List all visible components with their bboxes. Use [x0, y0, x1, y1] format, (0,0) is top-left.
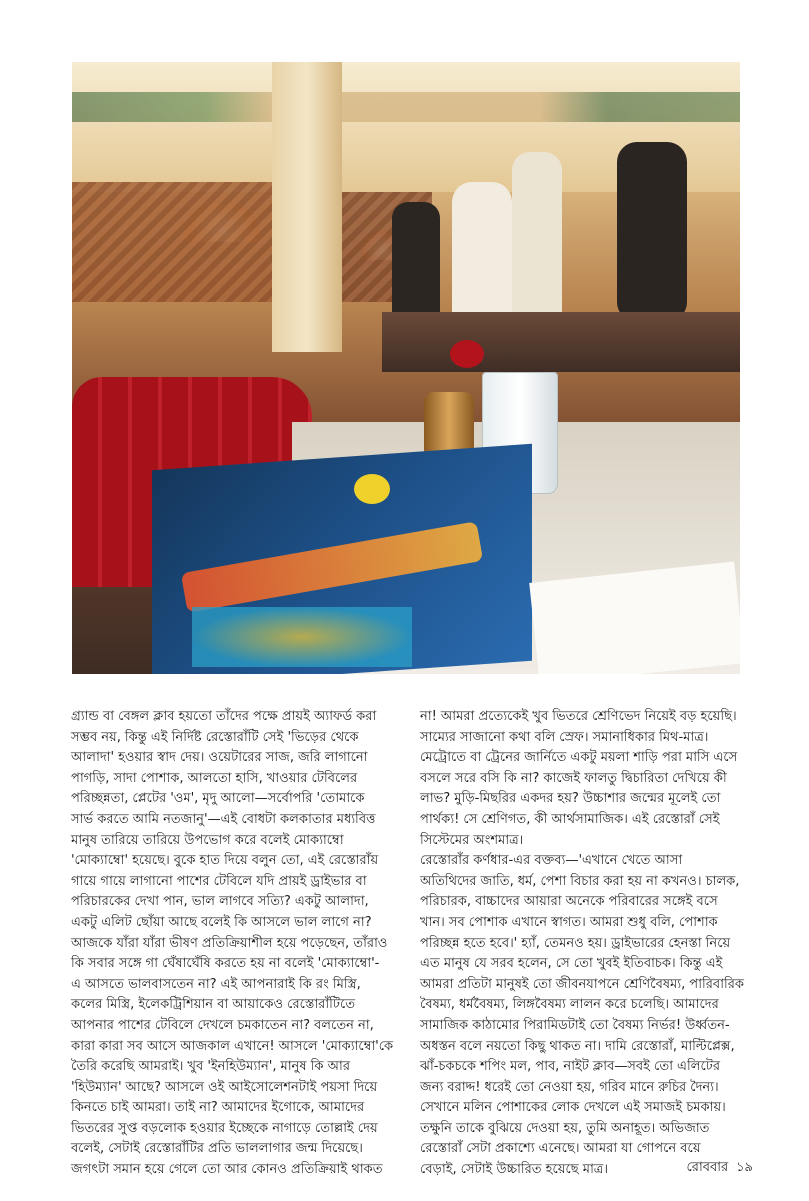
text-line: পরিচ্ছন্ন হতে হবে।' হ্যাঁ, তেমনও হয়। ড্রাইভারের হেনস্তা নিয়ে [420, 935, 731, 951]
text-line: বেড়াই, সেটাই উচ্চারিত হয়েছে মাত্র। [420, 1162, 609, 1178]
text-line: তৈরি করেছি আমরাই। খুব 'ইনহিউম্যান', মানুষ কি আর [71, 1059, 351, 1075]
text-line: গ্র্যান্ড বা বেঙ্গল ক্লাব হয়তো তাঁদের পক্ষে প্রায়ই অ্যাফর্ড করা [71, 709, 377, 724]
text-line: ঝাঁ-চকচকে শপিং মল, পাব, নাইট ক্লাব—সবই তো এলিটের [420, 1059, 721, 1075]
menu-illustration [192, 607, 412, 667]
text-line: বসলে সরে বসি কি না? কাজেই ফালতু দ্বিচারিতা দেখিয়ে কী [420, 770, 727, 786]
text-line: জগৎটা সমান হয়ে গেলে তো আর কোনও প্রতিক্রিয়াই থাকত [71, 1162, 383, 1178]
text-line: বৈষম্য, ধর্মবৈষম্য, লিঙ্গবৈষম্য লালন করে চলেছি। আমাদের [420, 997, 719, 1013]
table-back [382, 312, 740, 372]
guest-figure [617, 142, 687, 322]
text-line: না! আমরা প্রত্যেকেই খুব ভিতরে শ্রেণিভেদ নিয়েই বড় হয়েছি। [420, 709, 737, 724]
wall-panel [72, 182, 272, 302]
text-line: বলেই, সেটাই রেস্তোরাঁটির প্রতি ভাললাগার জন্ম দিয়েছে। [71, 1141, 363, 1157]
garland [72, 92, 740, 122]
text-line: পরিচ্ছন্নতা, প্লেটের 'ওম', মৃদু আলো—সর্বোপরি 'তোমাকে [71, 791, 365, 807]
text-line: সার্ভ করতে আমি নতজানু'—এই বোধটা কলকাতার মধ্যবিত্ত [71, 811, 376, 827]
text-line: এত মানুষ যে সরব হলেন, সে তো খুবই ইতিবাচক। কিন্তু এই [420, 956, 723, 972]
text-line: গায়ে গায়ে লাগানো পাশের টেবিলে যদি প্রায়ই ড্রাইভার বা [71, 873, 367, 889]
text-line: সাম্যের সাজানো কথা বলি স্রেফ। সমানাধিকার মিথ-মাত্র। [420, 729, 709, 745]
text-line: রেস্তোরাঁ সেটা প্রকাশ্যে এনেছে। আমরা যা গোপনে বয়ে [420, 1141, 701, 1157]
text-line: কি সবার সঙ্গে গা ঘেঁষাঘেঁষি করতে হয় না বলেই 'মোক্যাম্বো'- [71, 956, 380, 972]
text-line: কারা কারা সব আসে আজকাল এখানে! আসলে 'মোক্যাম্বো'কে [71, 1038, 394, 1054]
text-line: লাভ? মুড়ি-মিছরির একদর হয়? উচ্চাশার জন্মের মূলেই তো [420, 791, 721, 807]
article-column-right [420, 707, 745, 1181]
menu-emblem [354, 474, 390, 504]
text-line: আলাদা' হওয়ার স্বাদ দেয়। ওয়েটারের সাজ, জরি লাগানো [71, 750, 368, 766]
text-line: 'হিউম্যান' আছে? আসলে ওই আইসোলেশনটাই পয়সা দিয়ে [71, 1079, 378, 1095]
text-line: কিনতে চাই আমরা। তাই না? আমাদের ইগোকে, আমাদের [71, 1100, 365, 1116]
text-line: আপনার পাশের টেবিলে দেখলে চমকাতেন না? বলতেন না, [71, 1017, 374, 1033]
rose [450, 340, 484, 368]
page-number: ১৯ [736, 1160, 753, 1175]
text-line: জন্য বরাদ্দ! ধরেই তো নেওয়া হয়, গরিব মানে রুচির দৈন্য। [420, 1079, 719, 1095]
text-line: খান। সব পোশাক এখানে স্বাগত। আমরা শুধু বলি, পোশাক [420, 914, 718, 930]
text-line: পরিচারকের দেখা পান, ভাল লাগবে সত্যি? একটু আলাদা, [71, 894, 369, 910]
text-line: মানুষ তারিয়ে তারিয়ে উপভোগ করে বলেই মোক্যাম্বো [71, 832, 344, 848]
text-line: একটু এলিট ছোঁয়া আছে বলেই কি আসলে ভাল লাগে না? [71, 914, 372, 930]
text-line: সিস্টেমের অংশমাত্র। [420, 832, 524, 848]
restaurant-photo [72, 62, 740, 674]
text-line: পার্থক্য! সে শ্রেণিগত, কী আর্থসামাজিক। এই রেস্তোরাঁ সেই [420, 811, 720, 827]
text-line: আজকে যাঁরা যাঁরা ভীষণ প্রতিক্রিয়াশীল হয়ে পড়েছেন, তাঁরাও [71, 935, 388, 951]
text-line: পাগড়ি, সাদা পোশাক, আলতো হাসি, খাওয়ার টেবিলের [71, 770, 358, 786]
page-footer [679, 1158, 753, 1179]
text-line: আমরা প্রতিটা মানুষই তো জীবনযাপনে শ্রেণিবৈষম্য, পারিবারিক [420, 976, 744, 992]
text-line: 'মোক্যাম্বো' হয়েছে। বুকে হাত দিয়ে বলুন তো, এই রেস্তোরাঁয় [71, 853, 379, 869]
text-line: অধস্তন বলে নয়তো কিছু থাকত না। দামি রেস্তোরাঁ, মাল্টিপ্লেক্স, [420, 1038, 735, 1054]
text-line: ভিতরের সুপ্ত বড়লোক হওয়ার ইচ্ছেকে নাগাড়ে তোল্লাই দেয় [71, 1120, 378, 1136]
text-line: মেট্রোতে বা ট্রেনের জার্নিতে একটু ময়লা শাড়ি পরা মাসি এসে [420, 750, 738, 766]
article-column-left [71, 707, 401, 1181]
text-line: তক্ষুনি তাকে বুঝিয়ে দেওয়া হয়, তুমি অনাহূত। অভিজাত [420, 1120, 710, 1136]
magazine-name: রোববার [686, 1160, 729, 1175]
text-line: সেখানে মলিন পোশাকের লোক দেখলে এই সমাজই চমকায়। [420, 1100, 726, 1116]
text-line: সামাজিক কাঠামোর পিরামিডটাই তো বৈষম্য নির্ভর! উর্ধ্বতন- [420, 1017, 730, 1033]
text-line: কলের মিস্ত্রি, ইলেকট্রিশিয়ান বা আয়াকেও রেস্তোরাঁটিতে [71, 997, 356, 1013]
text-line: রেস্তোরাঁর কর্ণধার-এর বক্তব্য—'এখানে খেতে আসা [420, 853, 683, 869]
text-line: এ আসতে ভালবাসতেন না? এই আপনারাই কি রং মিস্ত্রি, [71, 976, 361, 992]
text-line: পরিচারক, বাচ্চাদের আয়ারা অনেকে পরিবারের সঙ্গেই বসে [420, 894, 718, 910]
pillar [272, 62, 342, 352]
text-line: অতিথিদের জাতি, ধর্ম, পেশা বিচার করা হয় না কখনও। চালক, [420, 873, 740, 889]
text-line: সম্ভব নয়, কিন্তু এই নির্দিষ্ট রেস্তোরাঁটি সেই 'ভিড়ের থেকে [71, 729, 359, 745]
